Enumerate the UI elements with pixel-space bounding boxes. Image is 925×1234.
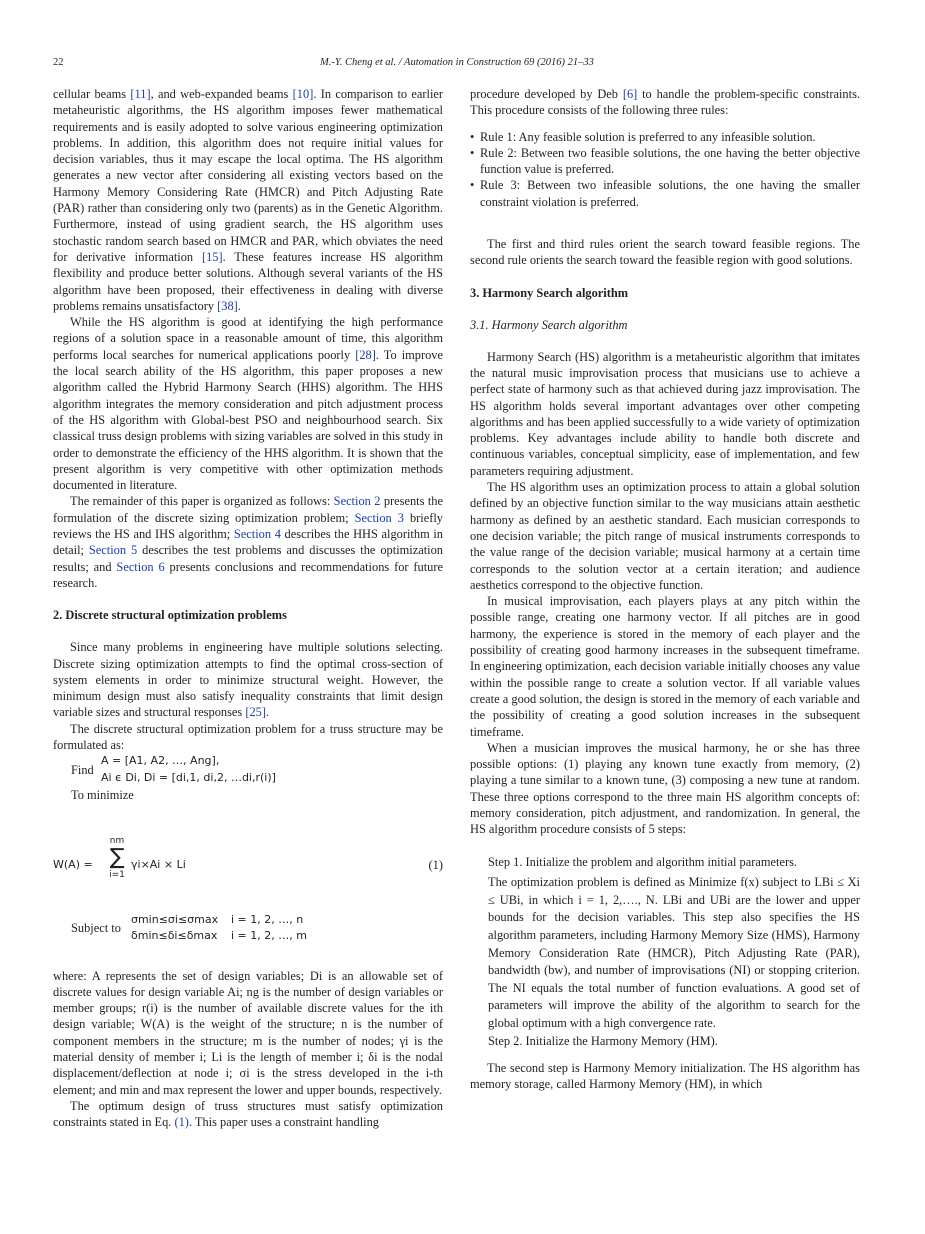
equation-link[interactable]: (1) bbox=[174, 1115, 189, 1130]
equation-1 bbox=[53, 836, 443, 890]
equation-lhs: W(A) = bbox=[53, 857, 93, 871]
paragraph: The first and third rules orient the search toward feasible regions. The second rule orients the search toward the feasible region with good solutions. bbox=[470, 237, 860, 268]
citation-link[interactable]: [6] bbox=[622, 87, 638, 101]
find-label: Find bbox=[71, 763, 94, 778]
citation-link[interactable]: [10] bbox=[292, 87, 314, 101]
equation-number: (1) bbox=[428, 857, 443, 872]
citation-link[interactable]: [15] bbox=[201, 249, 223, 264]
paragraph: where: A represents the set of design variables; Di is an allowable set of discrete values for design variable Ai; ng is the number of design variables or member groups; r(i) is the number of available discrete values for the ith design variable; W(A) is the weight of the structure; n is the number of component members in the structure; m is the number of nodes; γi is the material density of member i; Li is the length of member i; δi is the nodal displacement/deflection at node i; σi is the stress developed in the i-th element; and min and max represent the lower and upper bounds, respectively. bbox=[53, 968, 443, 1097]
list-item: • Rule 3: Between two infeasible solutions, the one having the smaller constraint violation is preferred. bbox=[470, 177, 860, 210]
rules-list bbox=[470, 129, 860, 210]
list-item: • Rule 1: Any feasible solution is preferred to any infeasible solution. bbox=[470, 129, 860, 145]
citation-link[interactable]: [25] bbox=[245, 705, 266, 720]
sum-lower: i=1 bbox=[109, 869, 125, 880]
displacement-index-range: i = 1, 2, …, m bbox=[231, 928, 307, 942]
list-item: • Rule 2: Between two feasible solutions, the one having the better objective function value is preferred. bbox=[470, 145, 860, 178]
subsection-heading: 3.1. Harmony Search algorithm bbox=[470, 317, 628, 332]
paragraph: The second step is Harmony Memory initialization. The HS algorithm has memory storage, called Harmony Memory (HM), in which bbox=[470, 1061, 860, 1092]
discrete-set: Ai ϵ Di, Di = [di,1, di,2, …di,r(i)] bbox=[101, 771, 276, 785]
right-column bbox=[470, 86, 860, 1093]
sum-upper: nm bbox=[109, 835, 125, 846]
running-header bbox=[53, 57, 861, 73]
paragraph: Since many problems in engineering have multiple solutions selecting. Discrete sizing optimization attempts to find the optimal cross-section of system elements in order to minimize structural weight. However, the minimum design must also satisfy inequality constraints that limit design variable sizes and structural responses [25]. bbox=[53, 640, 443, 720]
displacement-constraint: δmin≤δi≤δmax bbox=[131, 928, 218, 942]
section-link[interactable]: Section 5 bbox=[88, 543, 138, 558]
paragraph: When a musician improves the musical harmony, he or she has three possible options: (1) playing any known tune exactly from memory, (2) playing a tune similar to a known tune, (3) composing a new tune at random. These three options correspond to the three main HS algorithm concepts of: memory consideration, pitch adjustment, and randomization. In general, the HS algorithm procedure consists of 5 steps: bbox=[470, 740, 860, 837]
sigma-icon: ∑ bbox=[109, 844, 125, 870]
stress-constraint: σmin≤σi≤σmax bbox=[131, 912, 219, 926]
paragraph: cellular beams [11], and web-expanded beams [10]. In comparison to earlier metaheuristic algorithms, the HS algorithm imposes fewer mathematical requirements and is easily adopted to solve various engineering optimization problems. In addition, this algorithm does not require initial values for decision variables, thus it may escape the local optima. The HS algorithm generates a new vector after considering all existing vectors based on the Harmony Memory Considering Rate (HMCR) and Pitch Adjusting Rate (PAR) rather than considering only two (parents) as in the Genetic Algorithm. Furthermore, instead of using gradient search, the HS algorithm uses stochastic random search based on HMCR and PAR, which obviates the need for derivative information [15]. These features increase HS algorithm flexibility and produce better solutions. Although several variants of the HS algorithm have been proposed, their effectiveness in dealing with diverse problems remains unsatisfactory [38]. bbox=[53, 87, 444, 313]
citation-link[interactable]: [28] bbox=[355, 347, 376, 362]
section-link[interactable]: Section 2 bbox=[333, 494, 381, 509]
left-column bbox=[53, 86, 443, 1131]
design-vector: A = [A1, A2, …, Ang], bbox=[101, 754, 220, 768]
section-link[interactable]: Section 4 bbox=[233, 527, 281, 542]
section-heading: 3. Harmony Search algorithm bbox=[470, 285, 629, 300]
paragraph: The optimum design of truss structures must satisfy optimization constraints stated in Eq. (1). This paper uses a constraint handling bbox=[53, 1098, 443, 1130]
section-link[interactable]: Section 3 bbox=[354, 510, 404, 525]
summation bbox=[105, 836, 129, 880]
paragraph: Harmony Search (HS) algorithm is a metaheuristic algorithm that imitates the natural music improvisation process that musicians use to achieve a perfect state of harmony such as that achieved during jazz improvisation. The HS algorithm holds several important advantages over other competing algorithms and has been applied successfully to a wide variety of optimization problems. Key advantages include ability to handle both discrete and continuous variables, conceptual simplicity, ease of implementation, and few parameters requiring adjustment. bbox=[470, 349, 860, 478]
citation-link[interactable]: [38] bbox=[217, 298, 238, 313]
step-description: The optimization problem is defined as Minimize f(x) subject to LBi ≤ Xi ≤ UBi, in which i = 1, 2,…., N. LBi and UBi are the lower and upper bounds for the decision variables. This step also specifies the HS algorithm parameters, including Harmony Memory Size (HMS), Harmony Memory Consideration Rate (HMCR), Pitch Adjusting Rate (PAR), bandwidth (bw), and number of improvisations (NI) or stopping criterion. The NI equals the total number of function evaluations. A good set of parameters will improve the ability of the algorithm to search for the global optimum with a high convergence rate. bbox=[488, 875, 860, 1030]
paragraph: The discrete structural optimization problem for a truss structure may be formulated as: bbox=[53, 721, 443, 752]
section-heading: 2. Discrete structural optimization problems bbox=[53, 608, 287, 623]
section-link[interactable]: Section 6 bbox=[116, 559, 165, 574]
step-title: Step 1. Initialize the problem and algorithm initial parameters. bbox=[488, 854, 797, 869]
paragraph: The HS algorithm uses an optimization process to attain a global solution defined by an objective function similar to the way musicians attain aesthetic harmony as defined by an aesthetic standard. Each musician corresponds to one decision variable; the pitch range of musical instruments corresponds to the value range of the decision variable; musical harmony at a certain time corresponds to the solution vector at a certain iteration; and audience aesthetics correspond to the objective function. bbox=[470, 480, 860, 592]
algorithm-steps bbox=[488, 854, 860, 1051]
find-statement bbox=[71, 753, 443, 787]
minimize-label: To minimize bbox=[71, 788, 134, 803]
constraints bbox=[71, 912, 443, 946]
equation-rhs: γi×Ai × Li bbox=[131, 857, 186, 871]
paragraph: procedure developed by Deb [6] to handle the problem-specific constraints. This procedure consists of the following three rules: bbox=[470, 87, 860, 118]
stress-index-range: i = 1, 2, …, n bbox=[231, 912, 304, 926]
citation-link[interactable]: [11] bbox=[130, 87, 151, 101]
paragraph: The remainder of this paper is organized as follows: Section 2 presents the formulation of the discrete sizing optimization problem; Section 3 briefly reviews the HS and IHS algorithm; Section 4 describes the HHS algorithm in detail; Section 5 describes the test problems and discusses the optimization results; and Section 6 presents conclusions and recommendations for future research. bbox=[53, 494, 443, 590]
subject-label: Subject to bbox=[71, 920, 121, 935]
step-title: Step 2. Initialize the Harmony Memory (HM). bbox=[488, 1033, 718, 1048]
paragraph: In musical improvisation, each players plays at any pitch within the possible range, creating one harmony vector. If all pitches are in good harmony, the experience is stored in the memory of each player and the possibility of creating good harmony increases in the subsequent timeframe. In engineering optimization, each decision variable initially chooses any value within the possible range to create a solution vector. If all variable values create a good solution, the design is stored in the memory of each variable and the possibility of creating a good solution increases in the subsequent timeframe. bbox=[470, 594, 860, 739]
page-number: 22 bbox=[53, 57, 64, 68]
running-title: M.-Y. Cheng et al. / Automation in Construction 69 (2016) 21–33 bbox=[320, 57, 594, 68]
paragraph: While the HS algorithm is good at identifying the high performance regions of a solution space in a reasonable amount of time, this algorithm performs local searches for numerical applications poorly [28]. To improve the local search ability of the HS algorithm, this paper proposes a new algorithm called the Hybrid Harmony Search (HHS) algorithm. The HHS algorithm integrates the memory consideration and pitch adjustment process of the HS algorithm with Global-best PSO and neighbourhood search. Six classical truss design problems with sizing variables are solved in this study in order to demonstrate the efficiency of the HHS algorithm. It is shown that the present algorithm is very competitive with other optimization methods documented in literature. bbox=[53, 315, 443, 493]
